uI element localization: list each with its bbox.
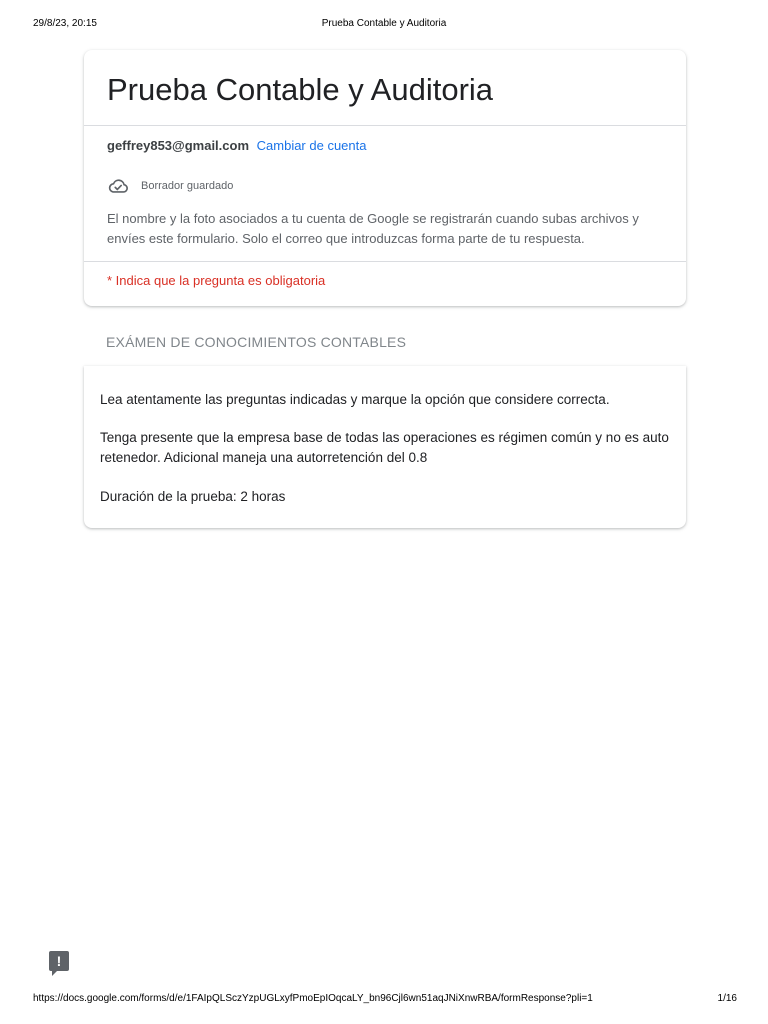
section-paragraph: Duración de la prueba: 2 horas [100,489,286,504]
required-note: * Indica que la pregunta es obligatoria [107,273,326,288]
draft-status [107,177,233,195]
section-description-card [84,366,686,528]
print-header [0,18,768,32]
print-datetime: 29/8/23, 20:15 [33,18,97,29]
form-header-card [84,50,686,306]
cloud-check-icon [107,177,129,195]
privacy-notice: El nombre y la foto asociados a tu cuenta de Google se registrarán cuando subas archivos y envíes este formulario. Solo el correo que introduzcas forma parte de tu respuesta. [107,211,639,246]
report-feedback-button[interactable] [49,951,69,971]
print-page-title: Prueba Contable y Auditoria [321,18,447,29]
form-title: Prueba Contable y Auditoria [107,72,494,107]
section-paragraph: Lea atentamente las preguntas indicadas y marque la opción que considere correcta. [100,392,610,407]
account-row [107,138,366,153]
draft-status-label: Borrador guardado [141,180,234,192]
header-divider [84,125,686,126]
section-title: EXÁMEN DE CONOCIMIENTOS CONTABLES [106,334,407,350]
page-indicator: 1/16 [717,993,737,1004]
section-paragraph: Tenga presente que la empresa base de todas las operaciones es régimen común y no es auto retenedor. Adicional maneja una autorretención del 0.8 [100,430,669,465]
report-feedback-icon: ! [56,953,62,969]
notice-divider [84,261,686,262]
switch-account-link[interactable]: Cambiar de cuenta [256,138,367,153]
print-url: https://docs.google.com/forms/d/e/1FAIpQLSczYzpUGLxyfPmoEpIOqcaLY_bn96Cjl6wn51aqJNiXnwRBA/formResponse?pli=1 [33,993,593,1004]
account-email: geffrey853@gmail.com [107,138,250,153]
